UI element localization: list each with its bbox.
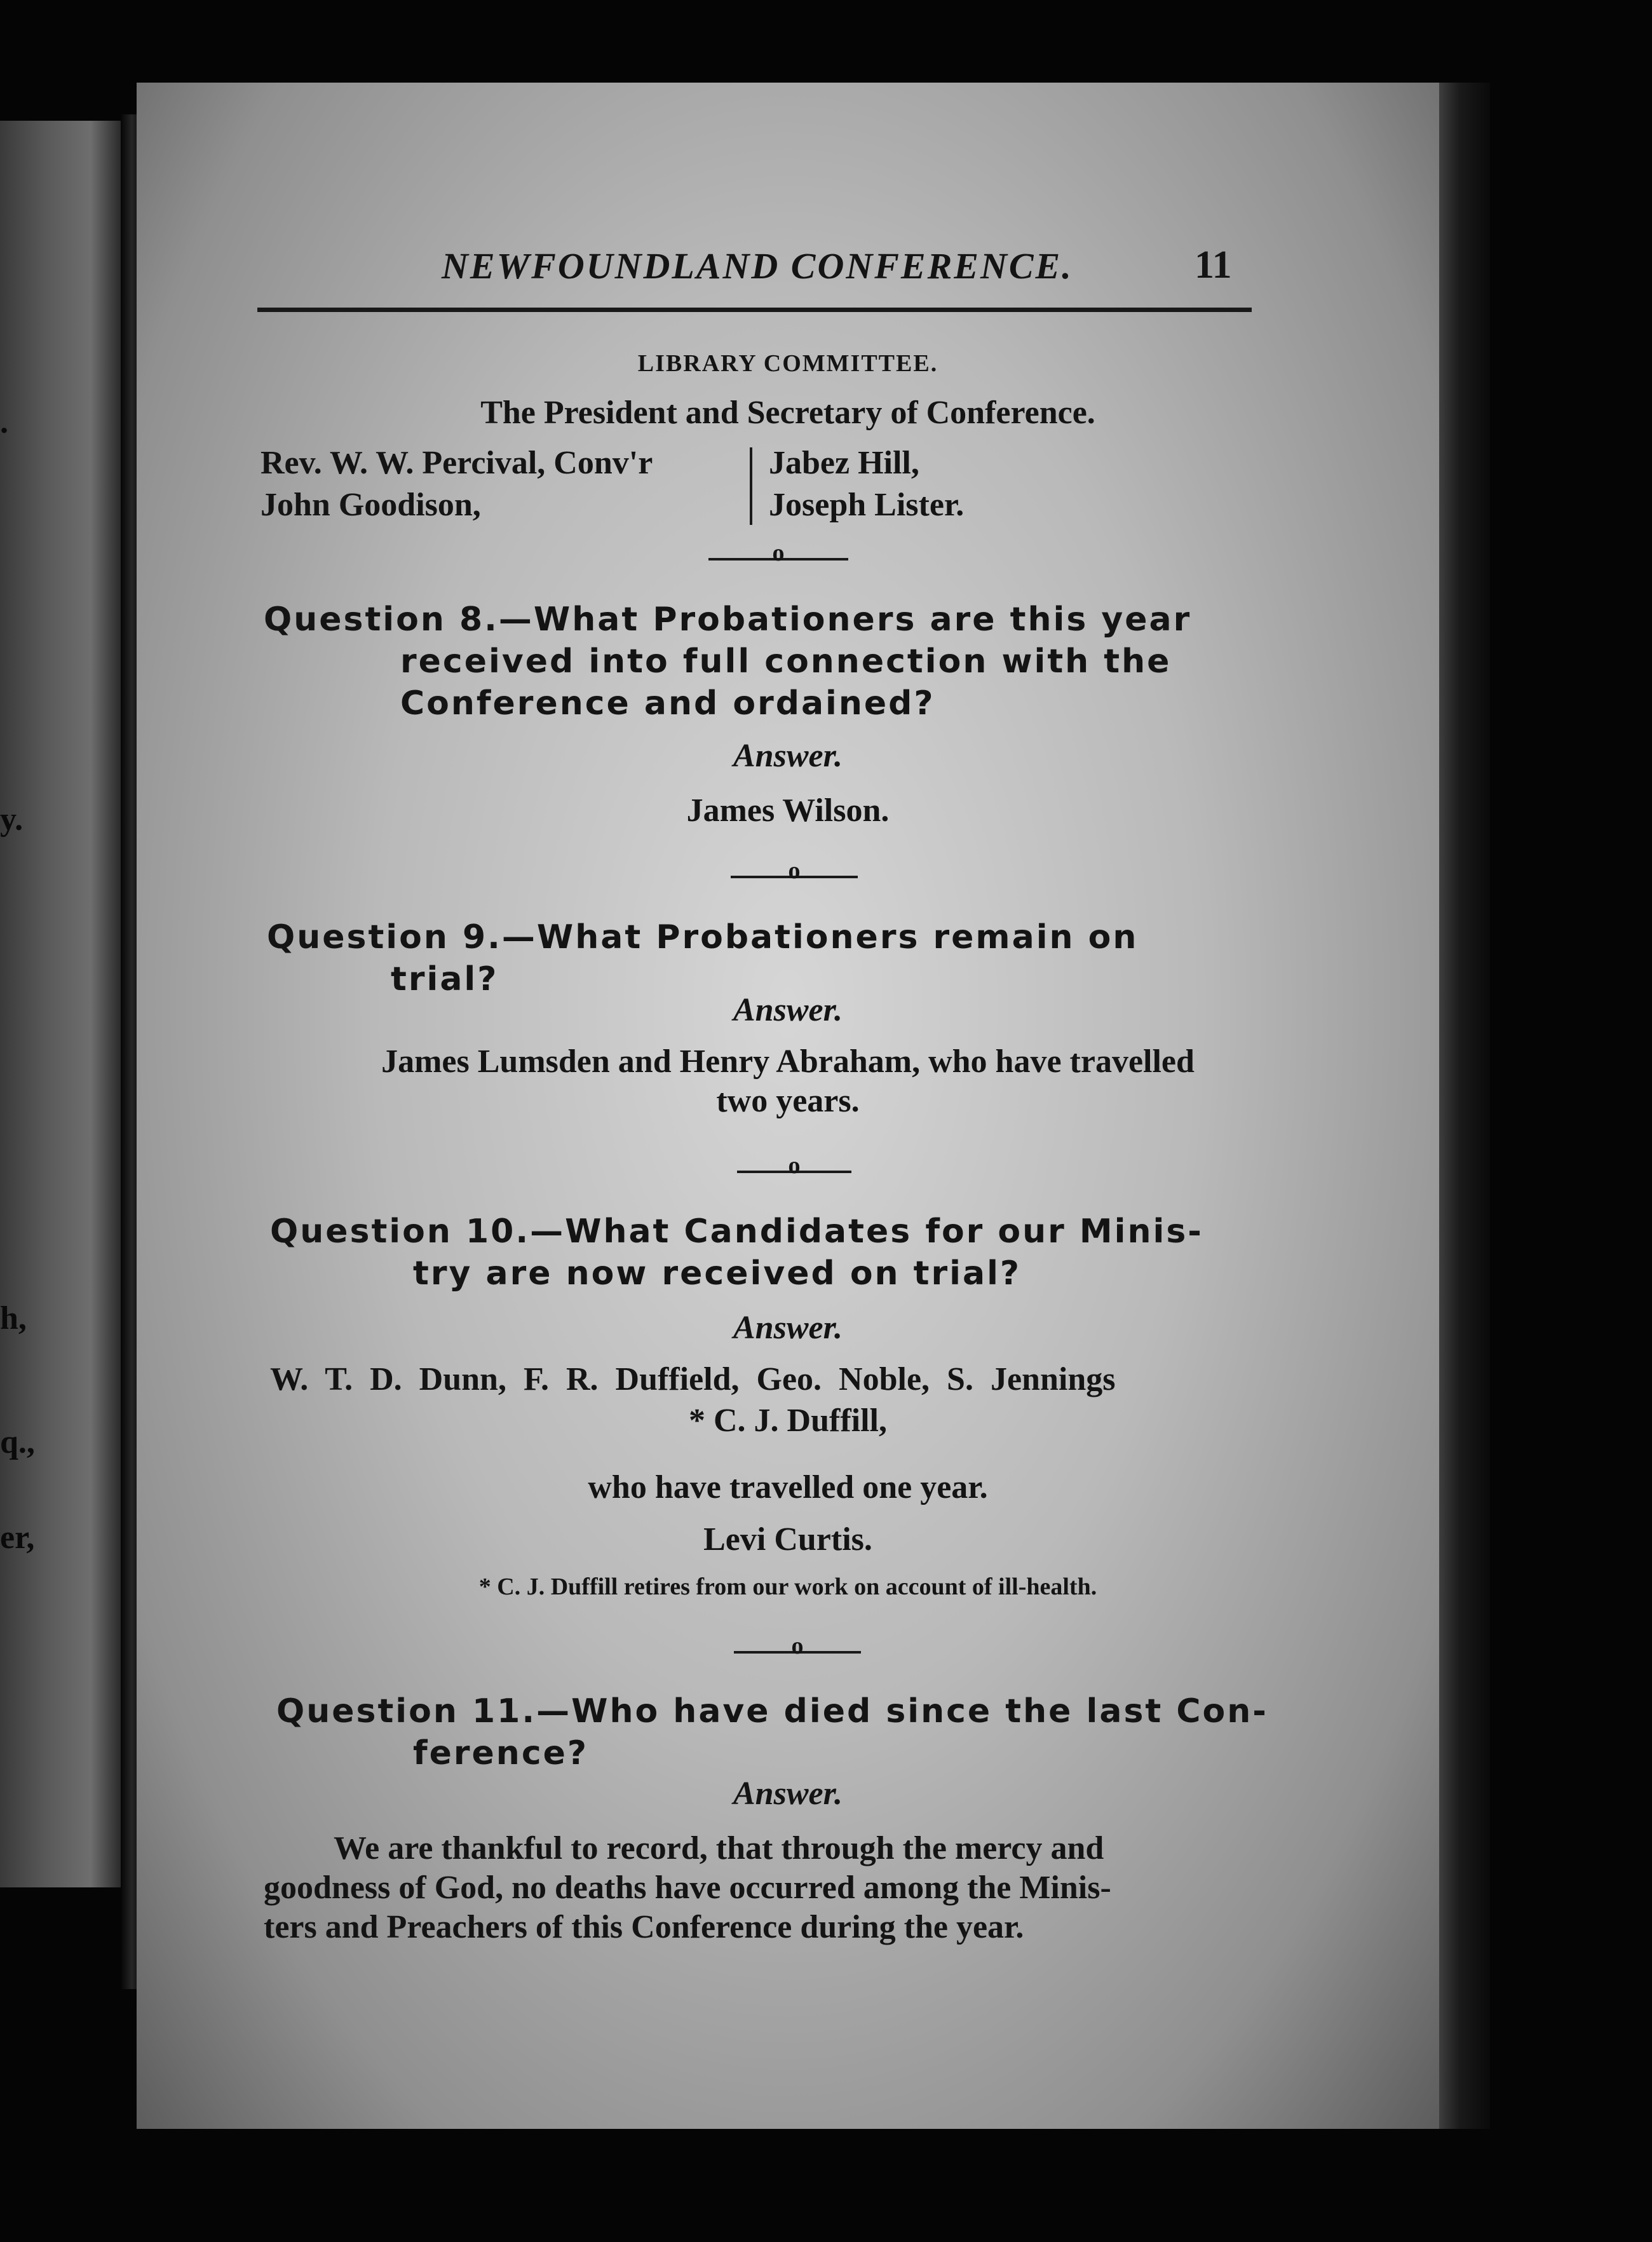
answer-label: Answer. <box>733 1310 843 1346</box>
candidates-line-2: * C. J. Duffill, <box>689 1403 887 1439</box>
question-9-answer-line: two years. <box>716 1083 860 1119</box>
question-11-line: ference? <box>413 1734 589 1772</box>
column-separator <box>750 447 752 525</box>
book-page <box>137 83 1439 2129</box>
committee-left-column <box>261 442 653 526</box>
answer-label: Answer. <box>733 738 843 774</box>
committee-right-column <box>769 442 964 526</box>
facing-page-fragment: q., <box>0 1424 35 1460</box>
question-8-line: received into full connection with the <box>400 642 1172 681</box>
committee-officers: The President and Secretary of Conference. <box>480 395 1095 431</box>
candidate-levi-curtis: Levi Curtis. <box>703 1521 872 1558</box>
divider-mark: o <box>788 1152 801 1179</box>
answer-label: Answer. <box>733 992 843 1028</box>
divider-mark: o <box>788 857 801 884</box>
facing-page-fragment: h, <box>0 1300 27 1336</box>
question-11-line: Question 11.—Who have died since the last Con- <box>276 1692 1268 1730</box>
section-divider <box>734 1633 861 1659</box>
question-10 <box>270 1211 1203 1294</box>
question-10-line: Question 10.—What Candidates for our Minis- <box>270 1213 1203 1251</box>
committee-member: Joseph Lister. <box>769 487 965 523</box>
section-divider <box>737 1152 851 1179</box>
footnote: * C. J. Duffill retires from our work on account of ill-health. <box>478 1573 1097 1600</box>
question-11 <box>276 1690 1268 1774</box>
answer-label: Answer. <box>733 1776 843 1812</box>
question-9-line: trial? <box>391 960 499 998</box>
section-divider <box>731 857 858 884</box>
question-11-answer <box>264 1829 1255 1947</box>
facing-page-strip <box>0 121 121 1887</box>
travelled-line: who have travelled one year. <box>588 1469 988 1505</box>
answer-paragraph-line: ters and Preachers of this Conference during the year. <box>264 1909 1024 1945</box>
header-rule <box>257 308 1252 312</box>
committee-member: John Goodison, <box>261 487 481 523</box>
section-divider <box>708 540 848 566</box>
question-8 <box>264 599 1191 724</box>
page-number: 11 <box>1195 243 1232 287</box>
question-9-answer <box>137 1042 1439 1121</box>
question-9 <box>267 916 1138 1000</box>
divider-mark: o <box>772 540 785 566</box>
question-8-line: Conference and ordained? <box>400 684 935 723</box>
facing-page-fragment: . <box>0 404 8 440</box>
candidates-line: W. T. D. Dunn, F. R. Duffield, Geo. Noble, S. Jennings <box>270 1361 1116 1397</box>
question-10-line: try are now received on trial? <box>413 1254 1022 1293</box>
question-8-answer: James Wilson. <box>686 792 890 829</box>
committee-member: Rev. W. W. Percival, Conv'r <box>261 445 653 481</box>
library-committee-heading: LIBRARY COMMITTEE. <box>637 350 938 377</box>
divider-mark: o <box>791 1633 804 1659</box>
facing-page-fragment: y. <box>0 801 24 838</box>
question-9-answer-line: James Lumsden and Henry Abraham, who have travelled <box>381 1043 1195 1080</box>
page-edge <box>1439 83 1490 2129</box>
answer-paragraph-line: goodness of God, no deaths have occurred among the Minis- <box>264 1870 1111 1906</box>
answer-paragraph-line: We are thankful to record, that through the mercy and <box>334 1830 1104 1866</box>
question-9-line: Question 9.—What Probationers remain on <box>267 918 1139 956</box>
running-header: NEWFOUNDLAND CONFERENCE. <box>442 245 1073 287</box>
question-8-line: Question 8.—What Probationers are this year <box>264 601 1192 639</box>
committee-member: Jabez Hill, <box>769 445 919 481</box>
facing-page-fragment: er, <box>0 1519 35 1556</box>
